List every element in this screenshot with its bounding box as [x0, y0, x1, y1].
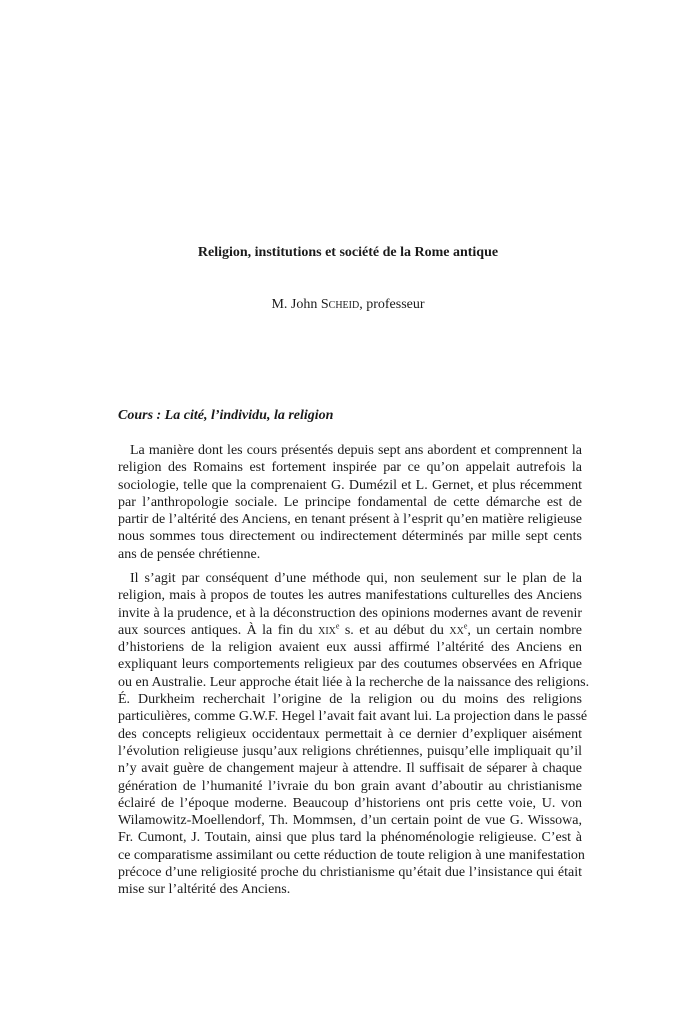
text-line: La manière dont les cours présentés depuis sept ans abordent et comprennent la	[130, 443, 582, 458]
text-line: ce comparatisme assimilant ou cette réduction de toute religion à une manifestation	[118, 847, 585, 863]
text-line: expliquant leurs comportements religieux par des coutumes observées en Afrique	[118, 657, 582, 673]
text-line: n’y avait guère de changement majeur à attendre. Il suffisait de séparer à chaque	[118, 761, 582, 777]
text-line: éclairé de l’époque moderne. Beaucoup d’historiens ont pris cette voie, U. von	[118, 795, 582, 811]
page-title: Religion, institutions et société de la Rome antique	[197, 245, 499, 260]
author-prefix: M. John	[271, 297, 321, 312]
superscript: e	[335, 621, 340, 631]
text-line: sociologie, telle que la comprenaient G. Dumézil et L. Gernet, et plus récemment	[118, 477, 582, 493]
text-line: ou en Australie. Leur approche était liée à la recherche de la naissance des religions.	[118, 674, 590, 690]
text-line: par l’anthropologie sociale. Le principe fondamental de cette démarche est de	[118, 494, 582, 510]
paragraph-2	[118, 570, 590, 899]
superscript: e	[463, 621, 468, 631]
text-fragment: aux sources antiques. À la fin du	[118, 622, 319, 638]
text-line: É. Durkheim recherchait l’origine de la religion ou du moins des religions	[118, 692, 582, 708]
text-line: l’évolution religieuse jusqu’aux religions chrétiennes, puisqu’elle impliquait qu’il	[118, 743, 582, 759]
century-numeral: xix	[318, 622, 336, 638]
section-heading: Cours : La cité, l’individu, la religion	[118, 408, 334, 423]
text-line: précoce d’une religiosité proche du christianisme qu’était due l’insistance qui était	[118, 865, 582, 881]
text-line: d’historiens de la religion avaient eux aussi affirmé l’altérité des Anciens en	[118, 640, 582, 656]
text-fragment: , un certain nombre	[467, 622, 582, 638]
text-line: religion des Romains est fortement inspirée par ce qu’on appelait autrefois la	[118, 460, 582, 476]
text-line: Wilamowitz-Moellendorf, Th. Mommsen, d’un certain point de vue G. Wissowa,	[118, 813, 582, 829]
text-line: ans de pensée chrétienne.	[118, 546, 261, 562]
text-line: nous sommes tous directement ou indirectement déterminés par mille sept cents	[118, 529, 582, 545]
text-line: génération de l’humanité l’ivraie du bon grain avant d’aboutir au christianisme	[118, 778, 582, 794]
century-numeral: xx	[449, 622, 464, 638]
text-line: mise sur l’altérité des Anciens.	[118, 882, 291, 898]
text-fragment: s. et au début du	[339, 622, 450, 638]
author-line	[0, 297, 696, 313]
text-line: Il s’agit par conséquent d’une méthode qui, non seulement sur le plan de la	[130, 571, 582, 586]
paragraph-1	[118, 442, 582, 563]
text-line: partir de l’altérité des Anciens, en tenant présent à l’esprit qu’en matière religieuse	[118, 512, 582, 528]
text-line: des concepts religieux occidentaux permettait à ce dernier d’expliquer aisément	[118, 726, 582, 742]
text-line: particulières, comme G.W.F. Hegel l’avait fait avant lui. La projection dans le passé	[118, 709, 588, 725]
text-line	[118, 622, 582, 639]
text-line: invite à la prudence, et à la déconstruction des opinions modernes avant de revenir	[118, 605, 582, 621]
author-suffix: , professeur	[359, 297, 425, 312]
author-name: Scheid	[320, 297, 360, 312]
text-line: religion, mais à propos de toutes les autres manifestations culturelles des Anciens	[118, 588, 582, 604]
text-line: Fr. Cumont, J. Toutain, ainsi que plus tard la phénoménologie religieuse. C’est à	[118, 830, 582, 846]
